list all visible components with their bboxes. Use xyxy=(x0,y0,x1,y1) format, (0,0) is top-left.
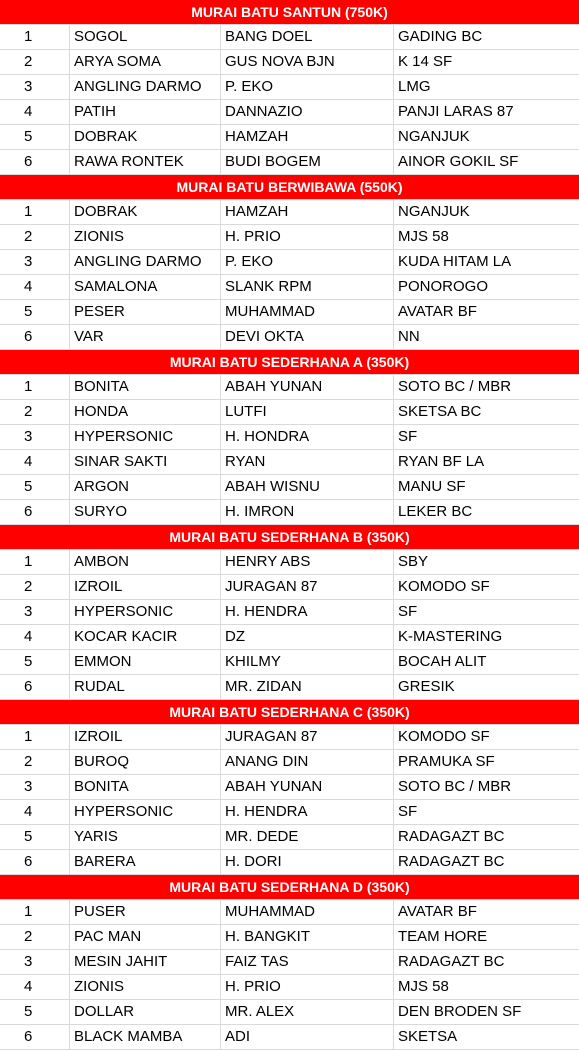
owner-cell: HAMZAH xyxy=(221,125,394,149)
team-cell: GADING BC xyxy=(398,28,483,45)
rank-cell: 4 xyxy=(0,800,70,824)
rank-cell: 6 xyxy=(0,325,70,349)
table-row xyxy=(0,50,579,75)
team-cell: RADAGAZT BC xyxy=(398,828,505,845)
table-row xyxy=(0,925,579,950)
rank-cell: 5 xyxy=(0,125,70,149)
owner-cell: ABAH YUNAN xyxy=(221,375,394,399)
team-cell: KOMODO SF xyxy=(398,578,490,595)
team-cell: PRAMUKA SF xyxy=(398,753,495,770)
owner-cell: DANNAZIO xyxy=(221,100,394,124)
bird-name-cell: SURYO xyxy=(70,500,221,524)
team-cell: RADAGAZT BC xyxy=(398,953,505,970)
rank-cell: 4 xyxy=(0,450,70,474)
team-cell: MJS 58 xyxy=(398,978,449,995)
team-cell: SBY xyxy=(398,553,429,570)
table-row xyxy=(0,225,579,250)
rank-cell: 6 xyxy=(0,150,70,174)
team-cell: GRESIK xyxy=(398,678,455,695)
table-row xyxy=(0,1025,579,1050)
owner-cell: P. EKO xyxy=(221,75,394,99)
team-cell: AINOR GOKIL SF xyxy=(398,153,519,170)
bird-name-cell: HYPERSONIC xyxy=(70,600,221,624)
table-row xyxy=(0,900,579,925)
table-row xyxy=(0,200,579,225)
rank-cell: 5 xyxy=(0,300,70,324)
owner-cell: P. EKO xyxy=(221,250,394,274)
rank-cell: 5 xyxy=(0,475,70,499)
owner-cell: MR. ALEX xyxy=(221,1000,394,1024)
table-row xyxy=(0,250,579,275)
table-row xyxy=(0,850,579,875)
bird-name-cell: HONDA xyxy=(70,400,221,424)
table-row xyxy=(0,25,579,50)
bird-name-cell: ANGLING DARMO xyxy=(70,75,221,99)
rank-cell: 5 xyxy=(0,825,70,849)
owner-cell: HENRY ABS xyxy=(221,550,394,574)
table-row xyxy=(0,1000,579,1025)
table-row xyxy=(0,625,579,650)
bird-name-cell: DOLLAR xyxy=(70,1000,221,1024)
owner-cell: DZ xyxy=(221,625,394,649)
table-row xyxy=(0,975,579,1000)
bird-name-cell: BUROQ xyxy=(70,750,221,774)
owner-cell: H. DORI xyxy=(221,850,394,874)
owner-cell: H. HENDRA xyxy=(221,800,394,824)
team-cell: BOCAH ALIT xyxy=(398,653,487,670)
rank-cell: 1 xyxy=(0,725,70,749)
bird-name-cell: ZIONIS xyxy=(70,975,221,999)
owner-cell: H. HONDRA xyxy=(221,425,394,449)
table-row xyxy=(0,825,579,850)
owner-cell: RYAN xyxy=(221,450,394,474)
owner-cell: H. PRIO xyxy=(221,225,394,249)
rank-cell: 2 xyxy=(0,50,70,74)
bird-name-cell: ZIONIS xyxy=(70,225,221,249)
team-cell: NGANJUK xyxy=(398,128,470,145)
rank-cell: 4 xyxy=(0,100,70,124)
owner-cell: LUTFI xyxy=(221,400,394,424)
bird-name-cell: KOCAR KACIR xyxy=(70,625,221,649)
rank-cell: 6 xyxy=(0,675,70,699)
section-header: MURAI BATU BERWIBAWA (550K) xyxy=(0,175,579,200)
owner-cell: BANG DOEL xyxy=(221,25,394,49)
team-cell: K 14 SF xyxy=(398,53,453,70)
owner-cell: ABAH WISNU xyxy=(221,475,394,499)
owner-cell: MR. ZIDAN xyxy=(221,675,394,699)
owner-cell: H. HENDRA xyxy=(221,600,394,624)
owner-cell: ANANG DIN xyxy=(221,750,394,774)
rank-cell: 1 xyxy=(0,200,70,224)
team-cell: DEN BRODEN SF xyxy=(398,1003,522,1020)
rank-cell: 4 xyxy=(0,975,70,999)
rank-cell: 2 xyxy=(0,400,70,424)
owner-cell: FAIZ TAS xyxy=(221,950,394,974)
rank-cell: 2 xyxy=(0,225,70,249)
owner-cell: H. IMRON xyxy=(221,500,394,524)
table-row xyxy=(0,950,579,975)
bird-name-cell: PAC MAN xyxy=(70,925,221,949)
team-cell: NGANJUK xyxy=(398,203,470,220)
owner-cell: HAMZAH xyxy=(221,200,394,224)
rank-cell: 3 xyxy=(0,775,70,799)
rank-cell: 3 xyxy=(0,600,70,624)
owner-cell: DEVI OKTA xyxy=(221,325,394,349)
bird-name-cell: HYPERSONIC xyxy=(70,425,221,449)
bird-name-cell: ARGON xyxy=(70,475,221,499)
table-row xyxy=(0,325,579,350)
rank-cell: 3 xyxy=(0,75,70,99)
bird-name-cell: SAMALONA xyxy=(70,275,221,299)
team-cell: KUDA HITAM LA xyxy=(398,253,512,270)
team-cell: AVATAR BF xyxy=(398,903,477,920)
section-header: MURAI BATU SEDERHANA C (350K) xyxy=(0,700,579,725)
owner-cell: H. PRIO xyxy=(221,975,394,999)
team-cell: SF xyxy=(398,603,418,620)
rank-cell: 4 xyxy=(0,275,70,299)
owner-cell: JURAGAN 87 xyxy=(221,575,394,599)
team-cell: LMG xyxy=(398,78,431,95)
team-cell: PANJI LARAS 87 xyxy=(398,103,514,120)
table-row xyxy=(0,600,579,625)
team-cell: LEKER BC xyxy=(398,503,473,520)
owner-cell: SLANK RPM xyxy=(221,275,394,299)
section-header: MURAI BATU SEDERHANA D (350K) xyxy=(0,875,579,900)
team-cell: SF xyxy=(398,803,418,820)
bird-name-cell: AMBON xyxy=(70,550,221,574)
table-row xyxy=(0,800,579,825)
table-row xyxy=(0,450,579,475)
owner-cell: GUS NOVA BJN xyxy=(221,50,394,74)
bird-name-cell: EMMON xyxy=(70,650,221,674)
owner-cell: JURAGAN 87 xyxy=(221,725,394,749)
bird-name-cell: PUSER xyxy=(70,900,221,924)
rank-cell: 3 xyxy=(0,250,70,274)
bird-name-cell: BLACK MAMBA xyxy=(70,1025,221,1049)
bird-name-cell: BONITA xyxy=(70,775,221,799)
table-row xyxy=(0,575,579,600)
table-row xyxy=(0,150,579,175)
bird-name-cell: BONITA xyxy=(70,375,221,399)
team-cell: MANU SF xyxy=(398,478,466,495)
team-cell: NN xyxy=(398,328,420,345)
table-row xyxy=(0,275,579,300)
table-row xyxy=(0,125,579,150)
team-cell: SOTO BC / MBR xyxy=(398,778,512,795)
rank-cell: 2 xyxy=(0,575,70,599)
owner-cell: MUHAMMAD xyxy=(221,900,394,924)
bird-name-cell: PESER xyxy=(70,300,221,324)
bird-name-cell: RUDAL xyxy=(70,675,221,699)
team-cell: KOMODO SF xyxy=(398,728,490,745)
owner-cell: MR. DEDE xyxy=(221,825,394,849)
team-cell: AVATAR BF xyxy=(398,303,477,320)
bird-name-cell: ANGLING DARMO xyxy=(70,250,221,274)
rank-cell: 1 xyxy=(0,550,70,574)
table-row xyxy=(0,300,579,325)
rank-cell: 2 xyxy=(0,925,70,949)
rank-cell: 1 xyxy=(0,375,70,399)
team-cell: TEAM HORE xyxy=(398,928,488,945)
rank-cell: 5 xyxy=(0,650,70,674)
bird-name-cell: PATIH xyxy=(70,100,221,124)
rank-cell: 3 xyxy=(0,950,70,974)
bird-name-cell: IZROIL xyxy=(70,725,221,749)
bird-name-cell: ARYA SOMA xyxy=(70,50,221,74)
team-cell: SOTO BC / MBR xyxy=(398,378,512,395)
bird-name-cell: VAR xyxy=(70,325,221,349)
team-cell: MJS 58 xyxy=(398,228,449,245)
team-cell: PONOROGO xyxy=(398,278,489,295)
section-header: MURAI BATU SEDERHANA A (350K) xyxy=(0,350,579,375)
table-row xyxy=(0,75,579,100)
rank-cell: 5 xyxy=(0,1000,70,1024)
rank-cell: 2 xyxy=(0,750,70,774)
table-row xyxy=(0,725,579,750)
table-row xyxy=(0,500,579,525)
rank-cell: 1 xyxy=(0,25,70,49)
rank-cell: 6 xyxy=(0,850,70,874)
table-row xyxy=(0,425,579,450)
bird-name-cell: MESIN JAHIT xyxy=(70,950,221,974)
rank-cell: 4 xyxy=(0,625,70,649)
rank-cell: 3 xyxy=(0,425,70,449)
table-row xyxy=(0,475,579,500)
bird-name-cell: SINAR SAKTI xyxy=(70,450,221,474)
table-row xyxy=(0,675,579,700)
section-header: MURAI BATU SEDERHANA B (350K) xyxy=(0,525,579,550)
table-row xyxy=(0,775,579,800)
bird-name-cell: DOBRAK xyxy=(70,125,221,149)
bird-name-cell: HYPERSONIC xyxy=(70,800,221,824)
owner-cell: BUDI BOGEM xyxy=(221,150,394,174)
owner-cell: KHILMY xyxy=(221,650,394,674)
bird-name-cell: YARIS xyxy=(70,825,221,849)
bird-name-cell: RAWA RONTEK xyxy=(70,150,221,174)
team-cell: SF xyxy=(398,428,418,445)
bird-name-cell: BARERA xyxy=(70,850,221,874)
team-cell: SKETSA xyxy=(398,1028,458,1045)
table-row xyxy=(0,550,579,575)
owner-cell: MUHAMMAD xyxy=(221,300,394,324)
table-row xyxy=(0,375,579,400)
owner-cell: ADI xyxy=(221,1025,394,1049)
bird-name-cell: SOGOL xyxy=(70,25,221,49)
team-cell: SKETSA BC xyxy=(398,403,482,420)
team-cell: RADAGAZT BC xyxy=(398,853,505,870)
section-header: MURAI BATU SANTUN (750K) xyxy=(0,0,579,25)
owner-cell: ABAH YUNAN xyxy=(221,775,394,799)
bird-name-cell: IZROIL xyxy=(70,575,221,599)
team-cell: K-MASTERING xyxy=(398,628,503,645)
team-cell: RYAN BF LA xyxy=(398,453,485,470)
bird-name-cell: DOBRAK xyxy=(70,200,221,224)
table-row xyxy=(0,400,579,425)
rank-cell: 1 xyxy=(0,900,70,924)
rank-cell: 6 xyxy=(0,500,70,524)
table-row xyxy=(0,100,579,125)
rank-cell: 6 xyxy=(0,1025,70,1049)
owner-cell: H. BANGKIT xyxy=(221,925,394,949)
table-row xyxy=(0,650,579,675)
table-row xyxy=(0,750,579,775)
